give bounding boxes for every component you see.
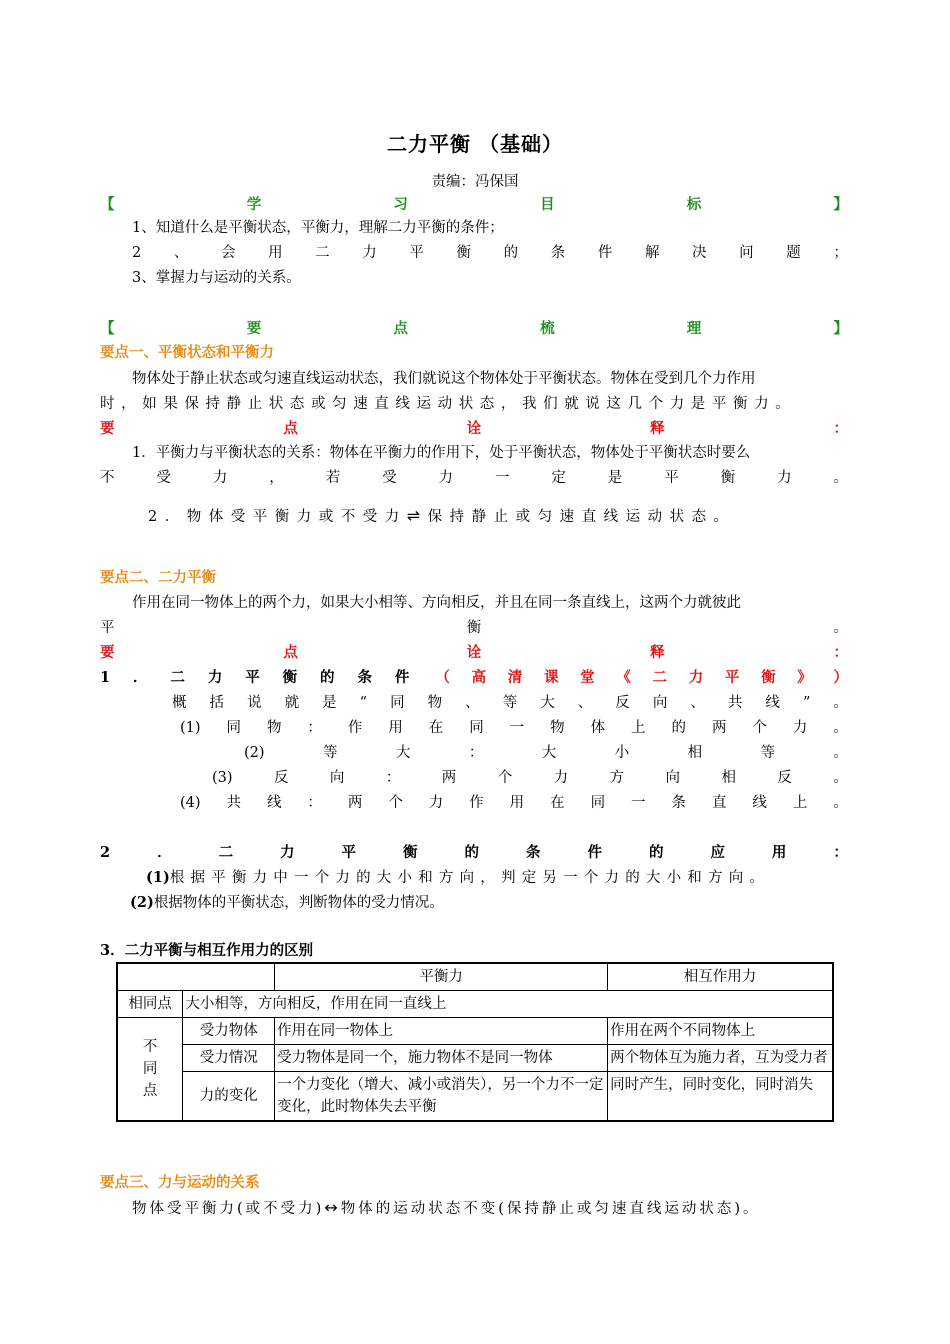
- point-two-text-2: [100, 617, 848, 639]
- author-line: 责编：冯保国: [431, 174, 519, 190]
- diff-row-label: 受力物体: [183, 1018, 275, 1045]
- diff-cell-interaction: 同时产生，同时变化，同时消失: [608, 1072, 833, 1122]
- justified-glyph: 向: [665, 770, 681, 786]
- justified-glyph: 作: [469, 795, 484, 811]
- justified-glyph: 。: [833, 695, 848, 711]
- justified-glyph: 线: [765, 695, 780, 711]
- justified-glyph: 力: [428, 795, 444, 811]
- table-row-same: [117, 991, 833, 1018]
- justified-glyph: 【: [100, 320, 115, 337]
- justified-glyph: 、: [690, 695, 705, 711]
- justified-glyph: 方: [609, 770, 625, 786]
- justified-glyph: 两: [711, 720, 727, 736]
- justified-glyph: 一: [631, 795, 646, 811]
- point-two-explain-heading: [100, 642, 848, 664]
- point-two-text-1: 作用在同一物体上的两个力，如果大小相等、方向相反，并且在同一条直线上，这两个力就彼此: [132, 595, 741, 611]
- justified-glyph: 大: [540, 695, 555, 711]
- diff-cell-interaction: 两个物体互为施力者，互为受力者: [608, 1045, 833, 1072]
- justified-glyph: 平: [409, 245, 424, 261]
- justified-glyph: 的: [648, 844, 664, 861]
- justified-glyph: 同: [390, 695, 405, 711]
- justified-glyph: 堂: [580, 669, 595, 686]
- justified-glyph: 。: [833, 620, 848, 636]
- application-item-1: [146, 867, 848, 889]
- diff-cell-balanced: 作用在同一物体上: [275, 1018, 608, 1045]
- justified-glyph: 力: [362, 245, 377, 261]
- justified-glyph: 件: [394, 669, 410, 686]
- application-item-1-label: (1): [146, 869, 170, 886]
- point-one-title: 要点一、平衡状态和平衡力: [100, 344, 274, 361]
- justified-glyph: 用: [509, 795, 525, 811]
- explain-2-part-b: 保持静止或匀速直线运动状态。: [427, 509, 736, 525]
- condition-item-4: [180, 792, 848, 814]
- justified-glyph: 二: [652, 669, 668, 686]
- justified-glyph: 题: [786, 245, 801, 261]
- justified-glyph: 平: [245, 669, 260, 686]
- justified-glyph: 梳: [540, 320, 555, 337]
- justified-glyph: 点: [283, 420, 298, 437]
- justified-glyph: 诠: [466, 420, 482, 437]
- justified-glyph: 相: [687, 745, 703, 761]
- justified-glyph: 条: [357, 669, 372, 686]
- justified-glyph: 诠: [466, 644, 482, 661]
- justified-glyph: 大: [395, 745, 411, 761]
- justified-glyph: 作: [347, 720, 363, 736]
- justified-glyph: 反: [615, 695, 630, 711]
- point-one-explain-1a: 1．平衡力与平衡状态的关系：物体在平衡力的作用下，处于平衡状态，物体处于平衡状态时要么: [132, 445, 751, 461]
- justified-glyph: 、: [577, 695, 593, 711]
- justified-glyph: 释: [650, 420, 665, 437]
- point-one-text-2: 时，如果保持静止状态或匀速直线运动状态，我们就说这几个力是平衡力。: [100, 396, 797, 412]
- goal-item-1: 1、知道什么是平衡状态，平衡力，理解二力平衡的条件；: [132, 220, 504, 236]
- justified-glyph: 的: [503, 245, 519, 261]
- justified-glyph: 上: [631, 720, 646, 736]
- points-heading: [100, 318, 848, 340]
- justified-glyph: 平: [664, 470, 679, 486]
- justified-glyph: 用: [268, 245, 283, 261]
- justified-glyph: 二: [170, 669, 185, 686]
- goal-item-3: 3、掌握力与运动的关系。: [132, 270, 301, 286]
- justified-glyph: 不: [100, 470, 115, 486]
- justified-glyph: （: [435, 669, 450, 686]
- justified-glyph: 线: [266, 795, 282, 811]
- diff-label: 不 同 点: [117, 1018, 183, 1122]
- justified-glyph: 释: [650, 644, 665, 661]
- justified-glyph: 件: [587, 844, 602, 861]
- condition-1-title: [100, 667, 848, 689]
- justified-glyph: 的: [320, 669, 335, 686]
- justified-glyph: ：: [307, 720, 322, 736]
- point-three-part-a: 物体受平衡力(或不受力): [132, 1201, 325, 1217]
- table-header-interaction: 相互作用力: [608, 963, 833, 991]
- point-one-explain-1b: [100, 467, 848, 489]
- justified-glyph: 要: [100, 644, 115, 661]
- point-two-title: 要点二、二力平衡: [100, 569, 216, 586]
- justified-glyph: 。: [833, 470, 848, 486]
- justified-glyph: 二: [218, 844, 234, 861]
- same-label: 相同点: [117, 991, 183, 1018]
- justified-glyph: ．: [157, 844, 172, 861]
- justified-glyph: 就: [284, 695, 300, 711]
- justified-glyph: 力: [553, 770, 569, 786]
- justified-glyph: 一: [509, 720, 525, 736]
- justified-glyph: 向: [329, 770, 345, 786]
- justified-glyph: 是: [607, 470, 623, 486]
- application-item-2: [130, 892, 848, 914]
- justified-glyph: 在: [550, 795, 565, 811]
- justified-glyph: 2: [132, 245, 142, 261]
- justified-glyph: 力: [438, 470, 454, 486]
- justified-glyph: 等: [502, 695, 518, 711]
- condition-item-3: [212, 767, 848, 789]
- justified-glyph: 同: [469, 720, 484, 736]
- justified-glyph: 会: [220, 245, 236, 261]
- justified-glyph: 要: [100, 420, 115, 437]
- point-one-explain-heading: [100, 418, 848, 440]
- justified-glyph: (3): [212, 770, 233, 786]
- justified-glyph: 理: [686, 320, 702, 337]
- diff-cell-interaction: 作用在两个不同物体上: [608, 1018, 833, 1045]
- point-one-explain-2: [148, 505, 848, 528]
- justified-glyph: 受: [382, 470, 397, 486]
- justified-glyph: 。: [833, 720, 848, 736]
- justified-glyph: 1: [100, 669, 111, 686]
- justified-glyph: 一: [494, 470, 510, 486]
- justified-glyph: 若: [325, 470, 341, 486]
- justified-glyph: 学: [246, 196, 262, 213]
- justified-glyph: 要: [246, 320, 262, 337]
- equilibrium-arrow-icon: ⇌: [406, 506, 428, 525]
- justified-glyph: 二: [315, 245, 330, 261]
- justified-glyph: 【: [100, 196, 115, 213]
- justified-glyph: 直: [711, 795, 727, 811]
- justified-glyph: (1): [180, 720, 201, 736]
- justified-glyph: ：: [307, 795, 322, 811]
- diff-cell-balanced: 一个力变化（增大、减小或消失），另一个力不一定变化，此时物体失去平衡: [275, 1072, 608, 1122]
- condition-1-summary: [172, 692, 848, 714]
- justified-glyph: 等: [322, 745, 338, 761]
- justified-glyph: ：: [833, 420, 848, 437]
- justified-glyph: 个: [388, 795, 403, 811]
- justified-glyph: 条: [525, 844, 541, 861]
- justified-glyph: 定: [551, 470, 566, 486]
- justified-glyph: 课: [543, 669, 559, 686]
- justified-glyph: 共: [727, 695, 743, 711]
- table-row: [117, 1072, 833, 1122]
- justified-glyph: 应: [710, 844, 725, 861]
- goals-heading: [100, 194, 848, 216]
- justified-glyph: 》: [797, 669, 812, 686]
- justified-glyph: ．: [133, 669, 148, 686]
- goal-item-2: [132, 242, 848, 264]
- justified-glyph: 衡: [456, 245, 471, 261]
- justified-glyph: 问: [739, 245, 754, 261]
- justified-glyph: 、: [465, 695, 480, 711]
- point-three-text: [132, 1197, 848, 1220]
- application-item-2-text: 根据物体的平衡状态，判断物体的受力情况。: [153, 895, 444, 911]
- justified-glyph: 平: [100, 620, 115, 636]
- same-text: 大小相等，方向相反，作用在同一直线上: [183, 991, 833, 1018]
- justified-glyph: 】: [833, 320, 848, 337]
- justified-glyph: ）: [833, 669, 848, 686]
- justified-glyph: 受: [156, 470, 171, 486]
- justified-glyph: 衡: [282, 669, 298, 686]
- justified-glyph: (2): [244, 745, 265, 761]
- comparison-table: [116, 962, 834, 1122]
- difference-title: 3．二力平衡与相互作用力的区别: [100, 942, 314, 959]
- justified-glyph: 同: [226, 720, 241, 736]
- justified-glyph: 反: [273, 770, 289, 786]
- justified-glyph: 的: [464, 844, 479, 861]
- justified-glyph: 、: [173, 245, 189, 261]
- justified-glyph: 件: [597, 245, 613, 261]
- justified-glyph: 力: [688, 669, 704, 686]
- justified-glyph: 。: [833, 745, 848, 761]
- table-row: [117, 1045, 833, 1072]
- justified-glyph: ，: [269, 470, 284, 486]
- justified-glyph: 上: [792, 795, 808, 811]
- justified-glyph: 点: [393, 320, 408, 337]
- justified-glyph: 平: [341, 844, 357, 861]
- justified-glyph: 在: [428, 720, 444, 736]
- page-title: 二力平衡 （基础）: [387, 132, 563, 156]
- justified-glyph: 决: [692, 245, 707, 261]
- justified-glyph: 大: [541, 745, 557, 761]
- diff-cell-balanced: 受力物体是同一个，施力物体不是同一物体: [275, 1045, 608, 1072]
- justified-glyph: 高: [471, 669, 487, 686]
- justified-glyph: 解: [644, 245, 660, 261]
- justified-glyph: 力: [212, 470, 228, 486]
- diff-row-label: 受力情况: [183, 1045, 275, 1072]
- justified-glyph: 说: [247, 695, 262, 711]
- table-row: [117, 1018, 833, 1045]
- justified-glyph: 同: [590, 795, 606, 811]
- justified-glyph: 物: [427, 695, 443, 711]
- justified-glyph: 等: [760, 745, 775, 761]
- application-title: [100, 842, 848, 864]
- justified-glyph: 衡: [466, 620, 482, 636]
- justified-glyph: 是: [322, 695, 337, 711]
- justified-glyph: 力: [207, 669, 223, 686]
- justified-glyph: 衡: [761, 669, 776, 686]
- explain-2-part-a: 2．物体受平衡力或不受力: [148, 509, 407, 525]
- condition-1-label: [100, 667, 435, 689]
- justified-glyph: 力: [280, 844, 295, 861]
- justified-glyph: 清: [507, 669, 523, 686]
- justified-glyph: 目: [540, 196, 555, 213]
- justified-glyph: 点: [283, 644, 298, 661]
- point-one-text-1: 物体处于静止状态或匀速直线运动状态，我们就说这个物体处于平衡状态。物体在受到几个力作用: [132, 371, 756, 387]
- justified-glyph: 括: [209, 695, 225, 711]
- justified-glyph: 。: [833, 770, 848, 786]
- table-header-balanced: 平衡力: [275, 963, 608, 991]
- diff-row-label: 力的变化: [183, 1072, 275, 1122]
- justified-glyph: 小: [614, 745, 630, 761]
- point-three-title: 要点三、力与运动的关系: [100, 1174, 260, 1191]
- justified-glyph: 用: [771, 844, 787, 861]
- justified-glyph: 体: [590, 720, 606, 736]
- condition-item-2: [244, 742, 848, 764]
- justified-glyph: 力: [792, 720, 808, 736]
- table-header-row: [117, 963, 833, 991]
- justified-glyph: ”: [802, 695, 811, 711]
- justified-glyph: 】: [833, 196, 848, 213]
- justified-glyph: 两: [441, 770, 457, 786]
- justified-glyph: ：: [833, 644, 848, 661]
- justified-glyph: 习: [393, 196, 408, 213]
- justified-glyph: 力: [777, 470, 792, 486]
- justified-glyph: 反: [777, 770, 792, 786]
- application-item-2-label: (2): [130, 894, 154, 911]
- justified-glyph: ：: [833, 844, 848, 861]
- justified-glyph: 条: [671, 795, 686, 811]
- justified-glyph: 的: [671, 720, 686, 736]
- justified-glyph: “: [359, 695, 368, 711]
- justified-glyph: 条: [550, 245, 566, 261]
- justified-glyph: 用: [388, 720, 403, 736]
- justified-glyph: (4): [180, 795, 201, 811]
- justified-glyph: 衡: [403, 844, 418, 861]
- condition-item-1: [180, 717, 848, 739]
- justified-glyph: 概: [172, 695, 187, 711]
- justified-glyph: 2: [100, 844, 111, 861]
- justified-glyph: 物: [550, 720, 565, 736]
- justified-glyph: 平: [724, 669, 740, 686]
- justified-glyph: 《: [616, 669, 631, 686]
- justified-glyph: 线: [752, 795, 767, 811]
- justified-glyph: 个: [752, 720, 767, 736]
- justified-glyph: 。: [833, 795, 848, 811]
- justified-glyph: 标: [686, 196, 702, 213]
- justified-glyph: ：: [385, 770, 401, 786]
- justified-glyph: 衡: [720, 470, 736, 486]
- justified-glyph: 共: [226, 795, 241, 811]
- condition-1-link[interactable]: [435, 667, 848, 689]
- justified-glyph: 两: [347, 795, 363, 811]
- two-way-arrow-icon: ↔: [324, 1198, 341, 1217]
- justified-glyph: 个: [497, 770, 513, 786]
- point-three-part-b: 物体的运动状态不变(保持静止或匀速直线运动状态)。: [340, 1201, 761, 1217]
- justified-glyph: 相: [721, 770, 736, 786]
- justified-glyph: 向: [652, 695, 668, 711]
- justified-glyph: ；: [833, 245, 848, 261]
- table-header-empty: [117, 963, 275, 991]
- justified-glyph: ：: [468, 745, 484, 761]
- justified-glyph: 物: [266, 720, 282, 736]
- application-item-1-text: 根据平衡力中一个力的大小和方向，判定另一个力的大小和方向。: [169, 870, 771, 886]
